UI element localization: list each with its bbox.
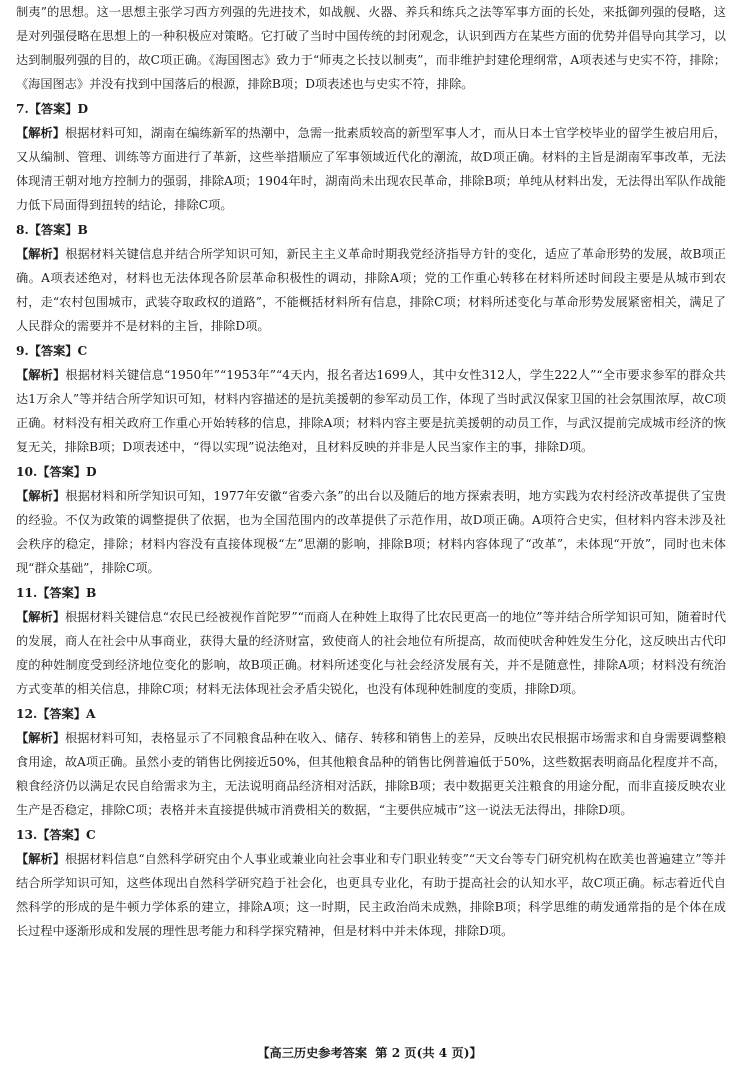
answer-value: D (85, 465, 97, 479)
answer-line (16, 460, 726, 484)
answer-document (16, 0, 726, 943)
explanation (16, 847, 726, 943)
question-11 (16, 581, 726, 701)
explanation (16, 726, 726, 822)
answer-line (16, 97, 726, 121)
explanation-text: 根据材料可知，湖南在编练新军的热潮中，急需一批素质较高的新型军事人才，而从日本士官学校毕业的留学生被启用后，又从编制、管理、训练等方面进行了革新，这些举措顺应了军事领域近代化的潮流，故D项正确。材料的主旨是湖南军事改革，无法体现清王朝对地方控制力的强弱，排除A项；1904年时，湖南尚未出现农民革命，排除B项；单纯从材料出发，无法得出军队作战能力低下局面得到扭转的结论，排除C项。 (16, 126, 727, 212)
answer-value: C (77, 344, 88, 358)
explanation-text: 根据材料可知，表格显示了不同粮食品种在收入、储存、转移和销售上的差异，反映出农民根据市场需求和自身需要调整粮食用途，故A项正确。虽然小麦的销售比例接近50%，但其他粮食品种的销售比例普遍低于50%，这些数据表明商品化程度并不高，粮食经济仍以满足农民自给需求为主，无法说明商品经济相对活跃，排除B项；表中数据更关注粮食的用途分配，而非直接反映农业生产是否稳定，排除C项；表格并未直接提供城市消费相关的数据，“主要供应城市”这一说法无法得出，排除D项。 (16, 731, 727, 817)
answer-tag: 【答案】 (28, 344, 78, 358)
explanation-text: 根据材料关键信息“1950年”“1953年”“4天内，报名者达1699人，其中女性312人，学生222人”“全市要求参军的群众共达1万余人”等并结合所学知识可知，材料内容描述的是抗美援朝的参军动员工作，体现了当时武汉保家卫国的社会氛围浓厚，故C项正确。材料没有相关政府工作重心开始转移的信息，排除A项；材料内容主要是抗美援朝的动员工作，与武汉提前完成城市经济的恢复无关，排除B项；D项表述中，“得以实现”说法绝对，且材料反映的并非是人民当家作主的事，排除D项。 (16, 368, 726, 454)
question-number: 10. (16, 465, 38, 479)
explanation-tag: 【解析】 (16, 489, 66, 503)
answer-tag: 【答案】 (37, 828, 86, 842)
answer-tag: 【答案】 (37, 707, 86, 721)
answer-value: C (85, 828, 96, 842)
explanation-tag: 【解析】 (16, 368, 66, 382)
explanation-text: 根据材料和所学知识可知，1977年安徽“省委六条”的出台以及随后的地方探索表明，地方实践为农村经济改革提供了宝贵的经验。不仅为政策的调整提供了依据，也为全国范围内的改革提供了示范作用，故D项正确。A项符合史实，但材料内容未涉及社会秩序的稳定，排除；材料内容没有直接体现极“左”思潮的影响，排除B项；材料内容体现了“改革”，未体现“开放”，同时也未体现“群众基础”，排除C项。 (16, 489, 727, 575)
question-10 (16, 460, 726, 580)
explanation (16, 363, 726, 459)
explanation (16, 121, 726, 217)
explanation-tag: 【解析】 (16, 247, 66, 261)
question-8 (16, 218, 726, 338)
question-12 (16, 702, 726, 822)
explanation (16, 605, 726, 701)
question-7 (16, 97, 726, 217)
question-9 (16, 339, 726, 459)
question-number: 11. (16, 586, 38, 600)
question-number: 13. (16, 828, 38, 842)
explanation (16, 242, 726, 338)
question-number: 9. (16, 344, 29, 358)
explanation-text: 根据材料关键信息“农民已经被视作首陀罗”“而商人在种姓上取得了比农民更高一的地位”等并结合所学知识可知，随着时代的发展，商人在社会中从事商业，获得大量的经济财富，致使商人的社会地位有所提高，故而使吠舍种姓发生分化，这反映出古代印度的种姓制度受到经济地位变化的影响，故B项正确。材料所述变化与社会经济发展有关，并不是随意性，排除A项；材料没有统治方式变革的相关信息，排除C项；材料无法体现社会矛盾尖锐化，也没有体现种姓制度的变质，排除D项。 (16, 610, 727, 696)
question-number: 8. (16, 223, 29, 237)
explanation-text: 根据材料信息“自然科学研究由个人事业或兼业向社会事业和专门职业转变”“天文台等专门研究机构在欧美也普遍建立”等并结合所学知识可知，这些体现出自然科学研究趋于社会化，也更具专业化，有助于提高社会的认知水平，故C项正确。标志着近代自然科学的形成的是牛顿力学体系的建立，排除A项；这一时期，民主政治尚未成熟，排除B项；科学思维的萌发通常指的是个体在成长过程中逐渐形成和发展的理性思考能力和科学探究精神，但是材料中并未体现，排除D项。 (16, 852, 727, 938)
explanation-tag: 【解析】 (16, 126, 65, 140)
question-number: 12. (16, 707, 38, 721)
explanation-tag: 【解析】 (16, 610, 65, 624)
answer-value: B (77, 223, 88, 237)
intro-paragraph: 制夷”的思想。这一思想主张学习西方列强的先进技术，如战舰、火器、养兵和练兵之法等军事方面的长处，来抵御列强的侵略，这是对列强侵略在思想上的一种积极应对策略。它打破了当时中国传统的封闭观念，认识到西方在某些方面的优势并倡导向其学习，以达到制服列强的目的，故C项正确。《海国图志》致力于“师夷之长技以制夷”，而非维护封建伦理纲常，A项表述与史实不符，排除；《海国图志》并没有找到中国落后的根源，排除B项；D项表述也与史实不符，排除。 (16, 5, 726, 91)
answer-tag: 【答案】 (28, 102, 78, 116)
explanation-tag: 【解析】 (16, 731, 65, 745)
footer-title: 【高三历史参考答案 (257, 1046, 368, 1060)
answer-value: D (77, 102, 89, 116)
answer-line (16, 581, 726, 605)
answer-value: B (85, 586, 97, 600)
question-13 (16, 823, 726, 943)
question-number: 7. (16, 102, 29, 116)
explanation-tag: 【解析】 (16, 852, 65, 866)
answer-tag: 【答案】 (37, 465, 86, 479)
answer-tag: 【答案】 (37, 586, 86, 600)
footer-page-number: 第 2 页(共 4 页)】 (375, 1046, 482, 1060)
page-footer (0, 1043, 739, 1063)
answer-value: A (85, 707, 96, 721)
answer-tag: 【答案】 (28, 223, 78, 237)
answer-line (16, 339, 726, 363)
answer-line (16, 702, 726, 726)
answer-line (16, 823, 726, 847)
explanation (16, 484, 726, 580)
answer-line (16, 218, 726, 242)
explanation-text: 根据材料关键信息并结合所学知识可知，新民主主义革命时期我党经济指导方针的变化，适应了革命形势的发展，故B项正确。A项表述绝对，材料也无法体现各阶层革命积极性的调动，排除A项；党的工作重心转移在材料所述时间段主要是从城市到农村，走“农村包围城市，武装夺取政权的道路”，不能概括材料所有信息，排除C项；材料所述变化与革命形势发展紧密相关，满足了人民群众的需要并不是材料的主旨，排除D项。 (16, 247, 726, 333)
